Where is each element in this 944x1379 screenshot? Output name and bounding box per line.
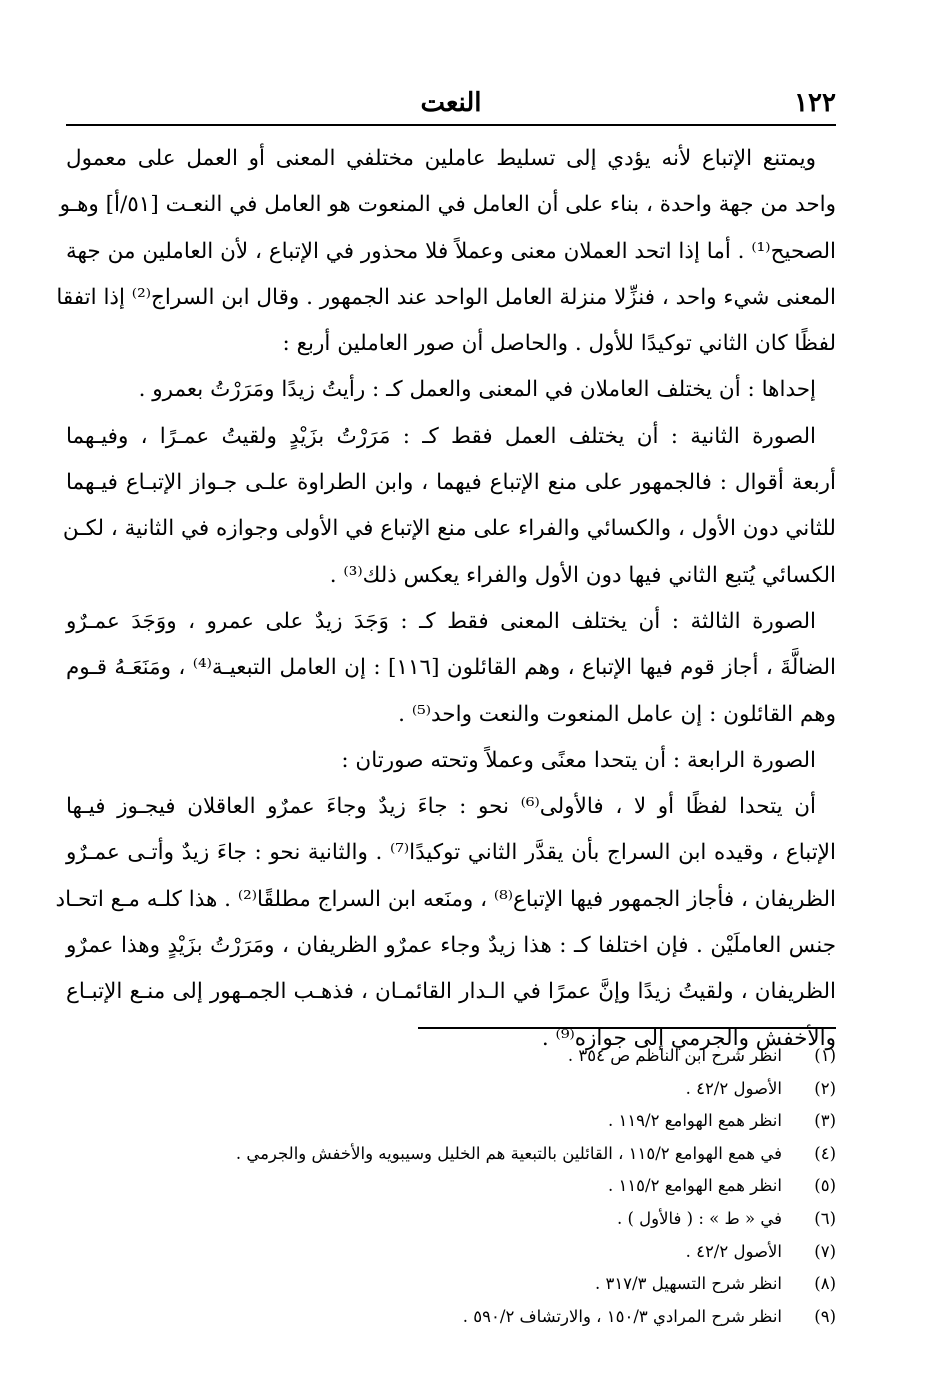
text-line: المعنى شيء واحد ، فنزِّلا منزلة العامل الواحد عند الجمهور . وقال ابن السراج⁽²⁾ إذا اتفقا: [56, 284, 836, 310]
footnote-text: الأصول ٤٢/٢ .: [685, 1078, 782, 1098]
running-title: النعت: [420, 88, 482, 118]
text-line: أربعة أقوال : فالجمهور على منع الإتباع فيهما ، وابن الطراوة علـى جـواز الإتبـاع فيـهما: [66, 470, 836, 496]
text-line: والأخفش والجرمي إلى جوازه⁽⁹⁾ .: [541, 1025, 836, 1051]
text-line: الكسائي يُتبع الثاني فيها دون الأول والفراء يعكس ذلك⁽³⁾ .: [329, 562, 836, 588]
text-line: الصحيح⁽¹⁾ . أما إذا اتحد العملان معنى وعملاً فلا محذور في الإتباع ، لأن العاملين من جهة: [66, 238, 836, 264]
text-line: للثاني دون الأول ، والكسائي والفراء على منع الإتباع في الأولى وجوازه في الثانية ، لكـن: [62, 516, 836, 542]
footnote-text: انظر همع الهوامع ١١٥/٢ .: [607, 1176, 782, 1196]
text-line: الضالَّةَ ، أجاز قوم فيها الإتباع ، وهم القائلون [١١٦] : إن العامل التبعيـة⁽⁴⁾ ، ومَنَعَـهُ قـوم: [66, 655, 836, 681]
footnote-item: [66, 1105, 836, 1138]
footnote-number: (٣): [814, 1111, 836, 1131]
text-line: إحداها : أن يختلف العاملان في المعنى والعمل كـ : رأيتُ زيدًا ومَرَرْتُ بعمرو .: [138, 377, 816, 403]
text-line: الصورة الرابعة : أن يتحدا معنًى وعملاً وتحته صورتان :: [341, 747, 816, 773]
footnote-item: [66, 1203, 836, 1236]
footnote-number: (٢): [814, 1078, 836, 1098]
footnote-text: في همع الهوامع ١١٥/٢ ، القائلين بالتبعية هم الخليل وسيبويه والأخفش والجرمي .: [235, 1143, 782, 1163]
text-line: ويمتنع الإتباع لأنه يؤدي إلى تسليط عاملين مختلفي المعنى أو العمل على معمول: [66, 146, 816, 171]
footnote-number: (٧): [814, 1241, 836, 1261]
main-text: [55, 136, 836, 1062]
footnote-text: الأصول ٤٢/٢ .: [685, 1241, 782, 1261]
text-line: لفظًا كان الثاني توكيدًا للأول . والحاصل أن صور العاملين أربع :: [282, 331, 836, 357]
text-line: واحد من جهة واحدة ، بناء على أن العامل في المنعوت هو العامل في النعـت [٥١/أ] وهـو: [59, 192, 836, 218]
text-line: وهم القائلون : إن عامل المنعوت والنعت واحد⁽⁵⁾ .: [398, 701, 836, 727]
footnote-text: في « ط » : ( فالأول ) .: [616, 1208, 782, 1228]
footnote-text: انظر همع الهوامع ١١٩/٢ .: [607, 1111, 782, 1131]
footnote-text: انظر شرح ابن الناظم ص ٣٥٤ .: [567, 1046, 782, 1065]
text-line: الإتباع ، وقيده ابن السراج بأن يقدَّر الثاني توكيدًا⁽⁷⁾ . والثانية نحو : جاءَ زيدٌ وأتـى عمـرٌو: [66, 840, 836, 866]
footnote-number: (٦): [814, 1208, 836, 1228]
page-number: ١٢٢: [794, 88, 836, 118]
footnote-item: [66, 1170, 836, 1203]
footnote-item: [66, 1073, 836, 1106]
text-line: جنس العاملَيْن . فإن اختلفا كـ : هذا زيدٌ وجاء عمرٌو الظريفان ، ومَرَرْتُ بزَيْدٍ وهذا عمرٌو: [66, 933, 836, 959]
footnote-number: (٥): [814, 1176, 836, 1196]
text-line: أن يتحدا لفظًا أو لا ، فالأولى⁽⁶⁾ نحو : جاءَ زيدٌ وجاءَ عمرٌو العاقلان فيجـوز فيـها: [66, 794, 816, 820]
text-line: الصورة الثالثة : أن يختلف المعنى فقط كـ : وَجَدَ زيدٌ على عمرو ، ووَجَدَ عمـرٌو: [66, 608, 816, 634]
footnote-item: [66, 1040, 836, 1073]
text-line: الصورة الثانية : أن يختلف العمل فقط كـ : مَرَرْتُ بزَيْدٍ ولقيتُ عمـرًا ، وفيـهما: [66, 423, 816, 449]
footnote-number: (٩): [814, 1306, 836, 1326]
footnote-number: (١): [814, 1046, 836, 1065]
footnote-text: انظر شرح التسهيل ٣١٧/٣ .: [594, 1274, 782, 1294]
footnote-item: [66, 1268, 836, 1301]
footnote-text: انظر شرح المرادي ١٥٠/٣ ، والارتشاف ٥٩٠/٢ .: [462, 1306, 782, 1326]
footnote-item: [66, 1301, 836, 1334]
page-header: [66, 84, 836, 126]
text-line: الظريفان ، فأجاز الجمهور فيها الإتباع⁽⁸⁾ ، ومنَعه ابن السراج مطلقًا⁽²⁾ . هذا كلـه مـع اتحـاد: [55, 886, 836, 912]
footnotes: [66, 1040, 836, 1333]
footnote-number: (٤): [814, 1143, 836, 1163]
footnote-number: (٨): [814, 1274, 836, 1294]
text-line: الظريفان ، ولقيتُ زيدًا وإنَّ عمرًا في الـدار القائمـان ، فذهـب الجمـهور إلى منـع الإتبـاع: [66, 979, 836, 1005]
footnote-separator: [418, 1027, 836, 1029]
footnote-item: [66, 1236, 836, 1269]
footnote-item: [66, 1138, 836, 1171]
